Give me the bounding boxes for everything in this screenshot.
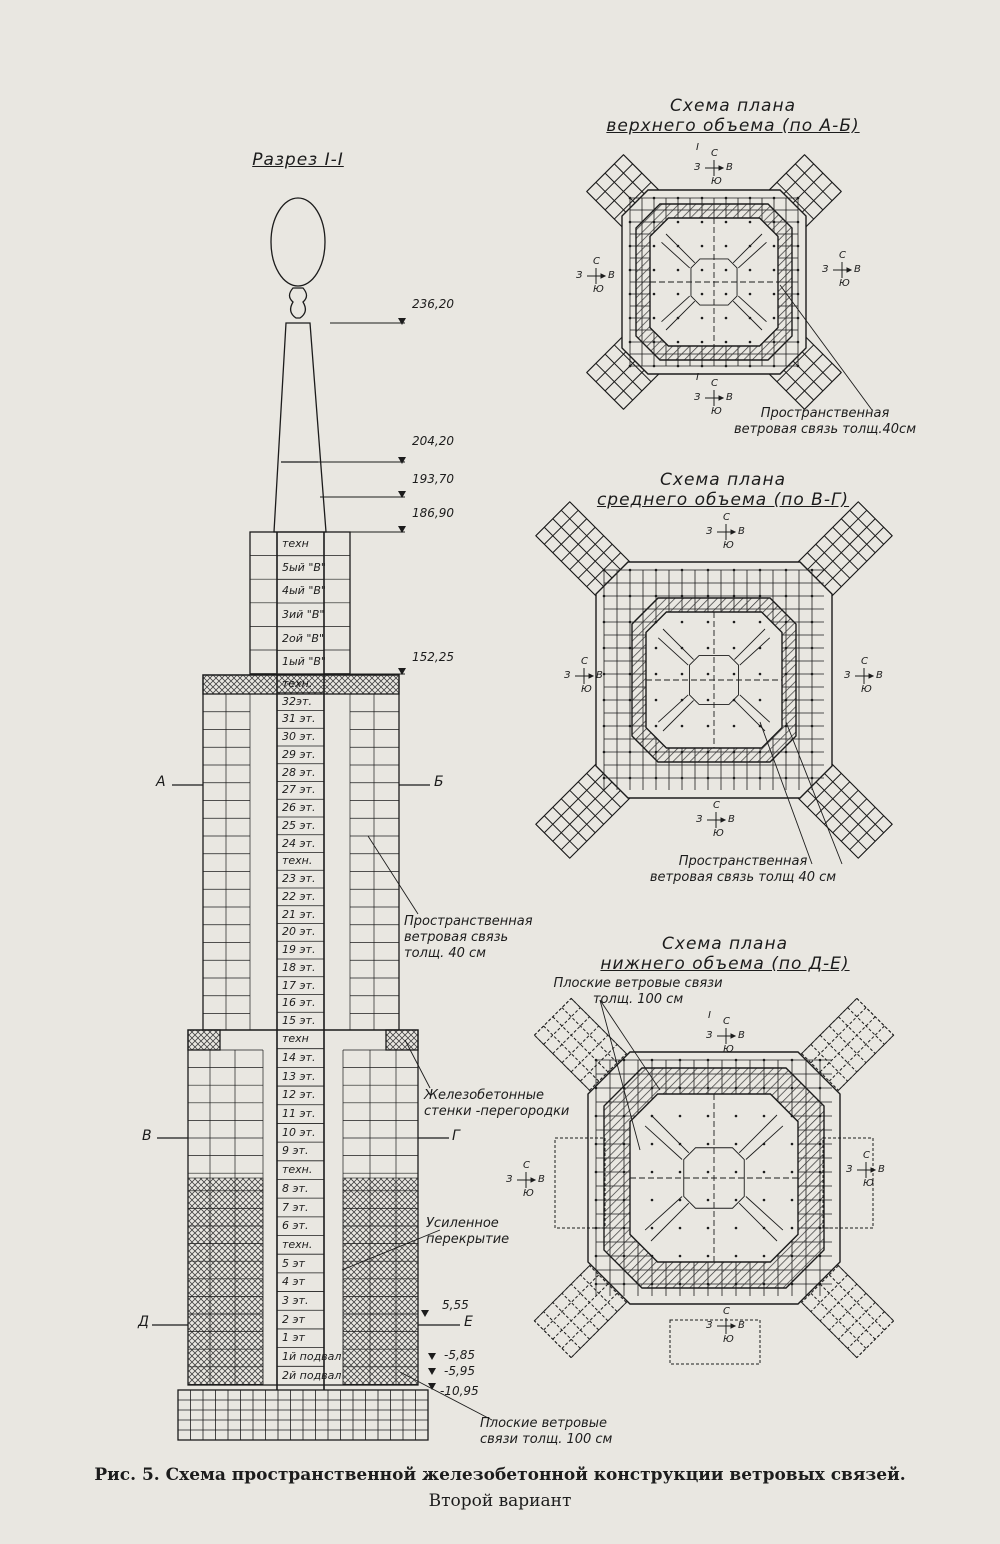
compass-east-label: В — [738, 1030, 745, 1041]
compass-south-label: Ю — [863, 1178, 874, 1189]
compass-north-label: С — [861, 656, 868, 667]
compass-east-label: В — [738, 1320, 745, 1331]
compass-west-label: З — [576, 270, 583, 281]
cut-letter: Е — [464, 1314, 473, 1330]
reinforced-floor-note: Усиленное перекрытие — [426, 1216, 510, 1247]
compass-south-label: Ю — [723, 1334, 734, 1345]
rc-walls-note: Железобетонные стенки -перегородки — [424, 1088, 570, 1119]
compass-east-label: В — [726, 392, 733, 403]
floor-label: 11 эт. — [282, 1107, 316, 1121]
floor-label: 25 эт. — [282, 818, 316, 832]
floor-label: 1ый "В" — [282, 655, 326, 669]
floor-label: 14 эт. — [282, 1051, 316, 1065]
compass-north-label: С — [581, 656, 588, 667]
floor-label: 17 эт. — [282, 978, 316, 992]
compass-south-label: Ю — [723, 540, 734, 551]
elevation-mark: 204,20 — [412, 434, 454, 448]
floor-label: техн. — [282, 676, 313, 690]
compass-north-label: С — [863, 1150, 870, 1161]
elevation-mark: 152,25 — [412, 650, 454, 664]
floor-label: 2 эт — [282, 1312, 305, 1326]
cut-letter: Г — [452, 1128, 460, 1144]
spire-neck — [290, 288, 307, 318]
plan-schemes — [517, 155, 894, 1364]
floor-label: техн — [282, 1032, 309, 1046]
lower-plan-title-line2: нижнего объема (по Д-Е) — [600, 954, 850, 974]
compass-south-label: Ю — [723, 1044, 734, 1055]
cut-letter: Д — [138, 1314, 149, 1330]
cut-letter: А — [156, 774, 166, 790]
floor-label: 24 эт. — [282, 836, 316, 850]
section-title — [218, 150, 378, 170]
section-cut-label: I — [696, 142, 699, 153]
floor-label: 3 эт. — [282, 1293, 309, 1307]
spatial-bracing-note: Пространственная ветровая связь толщ. 40 см — [404, 914, 533, 961]
building-section — [152, 198, 492, 1440]
floor-label: 9 эт. — [282, 1144, 309, 1158]
compass-west-label: З — [706, 526, 713, 537]
compass-south-label: Ю — [593, 284, 604, 295]
lower-plan-title — [590, 934, 860, 974]
compass-west-label: З — [694, 162, 701, 173]
compass-west-label: З — [822, 264, 829, 275]
floor-label: 15 эт. — [282, 1014, 316, 1028]
floor-label: 26 эт. — [282, 801, 316, 815]
floor-label: 2ой "В" — [282, 631, 325, 645]
lower-plan-title-line1: Схема плана — [662, 934, 788, 954]
upper-plan-title-line2: верхнего объема (по А-Б) — [606, 116, 860, 136]
floor-label: 23 эт. — [282, 872, 316, 886]
floor-label: 6 эт. — [282, 1219, 309, 1233]
elevation-mark: -5,85 — [444, 1348, 476, 1362]
floor-label: 29 эт. — [282, 747, 316, 761]
compass-south-label: Ю — [711, 406, 722, 417]
elevation-mark: 193,70 — [412, 472, 454, 486]
compass-east-label: В — [608, 270, 615, 281]
compass-east-label: В — [728, 814, 735, 825]
compass-north-label: С — [723, 512, 730, 523]
compass-west-label: З — [696, 814, 703, 825]
compass-north-label: С — [523, 1160, 530, 1171]
floor-label: 4 эт — [282, 1275, 305, 1289]
floor-label: 4ый "В" — [282, 584, 326, 598]
compass-east-label: В — [538, 1174, 545, 1185]
compass-north-label: С — [711, 378, 718, 389]
floor-label: техн. — [282, 1163, 313, 1177]
elevation-mark: 186,90 — [412, 506, 454, 520]
compass-north-label: С — [593, 256, 600, 267]
floor-label: 20 эт. — [282, 925, 316, 939]
floor-label: 27 эт. — [282, 783, 316, 797]
floor-label: 10 эт. — [282, 1125, 316, 1139]
floor-label: 32эт. — [282, 694, 312, 708]
middle-plan-title — [588, 470, 858, 510]
compass-north-label: С — [723, 1306, 730, 1317]
section-title-text: Разрез I-I — [252, 150, 344, 170]
middle-plan-note: Пространственная ветровая связь толщ 40 см — [649, 854, 837, 885]
floor-label: 1й подвал — [282, 1349, 342, 1363]
upper-plan-title — [598, 96, 868, 136]
compass-west-label: З — [564, 670, 571, 681]
floor-label: 21 эт. — [282, 907, 316, 921]
floor-label: 5ый "В" — [282, 560, 326, 574]
compass-west-label: З — [694, 392, 701, 403]
floor-label: техн. — [282, 1237, 313, 1251]
upper-plan-title-line1: Схема плана — [670, 96, 796, 116]
figure-caption — [0, 1462, 1000, 1514]
floor-label: 13 эт. — [282, 1069, 316, 1083]
middle-plan-title-line1: Схема плана — [660, 470, 786, 490]
elevation-mark: -5,95 — [444, 1364, 476, 1378]
caption-line1: Рис. 5. Схема пространственной железобетонной конструкции ветровых связей. — [94, 1465, 906, 1485]
compass-west-label: З — [506, 1174, 513, 1185]
lower-plan-note: Плоские ветровые связи толщ. 100 см — [553, 976, 723, 1007]
floor-label: 2й подвал — [282, 1368, 342, 1382]
caption-line2: Второй вариант — [428, 1491, 572, 1511]
floor-label: 5 эт — [282, 1256, 305, 1270]
compass-east-label: В — [726, 162, 733, 173]
compass-south-label: Ю — [711, 176, 722, 187]
floor-label: 3ий "В" — [282, 607, 325, 621]
cut-letter: Б — [434, 774, 444, 790]
compass-west-label: З — [846, 1164, 853, 1175]
floor-label: 1 эт — [282, 1331, 305, 1345]
section-cut-label: I — [696, 372, 699, 383]
spire — [274, 323, 326, 532]
compass-north-label: С — [711, 148, 718, 159]
compass-east-label: В — [596, 670, 603, 681]
compass-south-label: Ю — [839, 278, 850, 289]
flat-bracing-note: Плоские ветровые связи толщ. 100 см — [480, 1416, 613, 1447]
section-cut-label: I — [708, 1010, 711, 1021]
compass-north-label: С — [713, 800, 720, 811]
elevation-mark: -10,95 — [440, 1384, 479, 1398]
upper-plan-note: Пространственная ветровая связь толщ.40см — [733, 406, 917, 437]
floor-label: 31 эт. — [282, 712, 316, 726]
floor-label: техн — [282, 536, 309, 550]
cut-letter: В — [142, 1128, 152, 1144]
floor-label: 12 эт. — [282, 1088, 316, 1102]
floor-label: техн. — [282, 854, 313, 868]
compass-west-label: З — [706, 1030, 713, 1041]
floor-label: 19 эт. — [282, 943, 316, 957]
compass-south-label: Ю — [581, 684, 592, 695]
floor-label: 16 эт. — [282, 996, 316, 1010]
floor-label: 28 эт. — [282, 765, 316, 779]
elevation-mark: 236,20 — [412, 297, 454, 311]
compass-north-label: С — [723, 1016, 730, 1027]
compass-east-label: В — [878, 1164, 885, 1175]
compass-north-label: С — [839, 250, 846, 261]
floor-label: 8 эт. — [282, 1181, 309, 1195]
floor-label: 30 эт. — [282, 730, 316, 744]
floor-label: 22 эт. — [282, 889, 316, 903]
compass-south-label: Ю — [523, 1188, 534, 1199]
middle-plan-title-line2: среднего объема (по В-Г) — [596, 490, 850, 510]
compass-south-label: Ю — [861, 684, 872, 695]
floor-label: 18 эт. — [282, 960, 316, 974]
compass-east-label: В — [854, 264, 861, 275]
compass-west-label: З — [844, 670, 851, 681]
spire-finial — [271, 198, 325, 286]
compass-south-label: Ю — [713, 828, 724, 839]
compass-west-label: З — [706, 1320, 713, 1331]
floor-label: 7 эт. — [282, 1200, 309, 1214]
compass-east-label: В — [738, 526, 745, 537]
elevation-mark: 5,55 — [442, 1298, 469, 1312]
compass-east-label: В — [876, 670, 883, 681]
